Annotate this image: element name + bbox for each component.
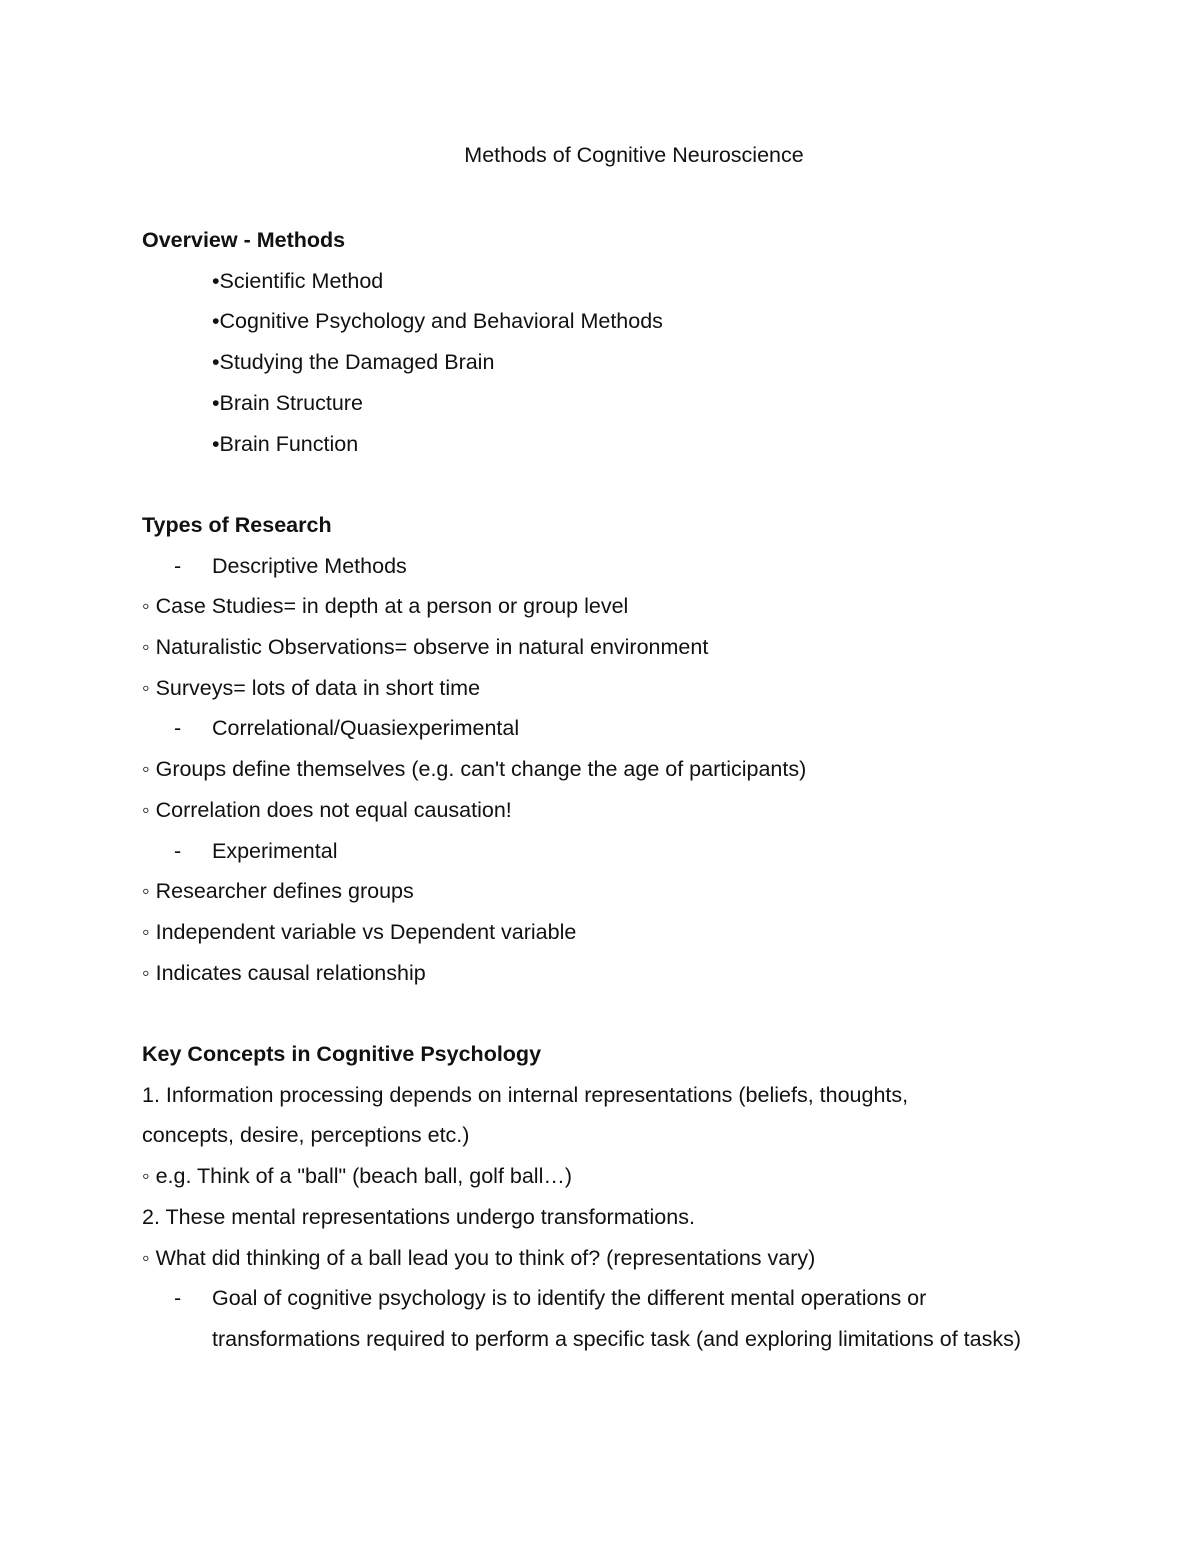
list-item: ◦ Researcher defines groups bbox=[142, 879, 414, 904]
list-item: ◦ What did thinking of a ball lead you to think of? (representations vary) bbox=[142, 1245, 816, 1270]
dash-item-text: Correlational/Quasiexperimental bbox=[212, 716, 520, 741]
paragraph-line: concepts, desire, perceptions etc.) bbox=[142, 1123, 470, 1148]
list-item: ◦ Case Studies= in depth at a person or group level bbox=[142, 594, 629, 619]
list-item: •Cognitive Psychology and Behavioral Methods bbox=[212, 309, 663, 334]
list-item: •Studying the Damaged Brain bbox=[212, 350, 495, 375]
list-item: •Brain Function bbox=[212, 431, 359, 456]
paragraph-spacer bbox=[142, 464, 1042, 505]
dash-bullet: - bbox=[174, 838, 182, 863]
dash-bullet: - bbox=[174, 716, 182, 741]
dash-bullet: - bbox=[174, 1286, 182, 1311]
list-item: •Scientific Method bbox=[212, 268, 384, 293]
section-heading-types-of-research: Types of Research bbox=[142, 512, 332, 537]
dash-list-item-correlational bbox=[142, 708, 1042, 749]
paragraph-line: 2. These mental representations undergo transformations. bbox=[142, 1204, 695, 1229]
list-item: •Brain Structure bbox=[212, 390, 363, 415]
dash-item-text: Goal of cognitive psychology is to identify the different mental operations or transformations required to perform a specific task (and exploring limitations of tasks) bbox=[212, 1286, 1021, 1351]
dash-item-text: Experimental bbox=[212, 838, 338, 863]
list-item: ◦ Correlation does not equal causation! bbox=[142, 797, 512, 822]
dash-bullet: - bbox=[174, 553, 182, 578]
dash-item-text: Descriptive Methods bbox=[212, 553, 407, 578]
list-item: ◦ Groups define themselves (e.g. can't change the age of participants) bbox=[142, 757, 807, 782]
list-item: ◦ Indicates causal relationship bbox=[142, 960, 426, 985]
dash-list-item-descriptive bbox=[142, 546, 1042, 587]
list-item: ◦ Independent variable vs Dependent variable bbox=[142, 919, 577, 944]
list-item: ◦ Naturalistic Observations= observe in natural environment bbox=[142, 635, 709, 660]
paragraph-spacer bbox=[142, 993, 1042, 1034]
page-title: Methods of Cognitive Neuroscience bbox=[464, 143, 804, 167]
dash-list-item-experimental bbox=[142, 831, 1042, 872]
list-item: ◦ Surveys= lots of data in short time bbox=[142, 675, 481, 700]
section-heading-overview: Overview - Methods bbox=[142, 228, 346, 252]
paragraph-line: 1. Information processing depends on internal representations (beliefs, thoughts, bbox=[142, 1082, 909, 1107]
dash-list-item-goal bbox=[142, 1278, 1042, 1359]
document-body bbox=[142, 220, 1042, 1360]
list-item: ◦ e.g. Think of a "ball" (beach ball, golf ball…) bbox=[142, 1164, 573, 1189]
section-heading-key-concepts: Key Concepts in Cognitive Psychology bbox=[142, 1042, 542, 1067]
